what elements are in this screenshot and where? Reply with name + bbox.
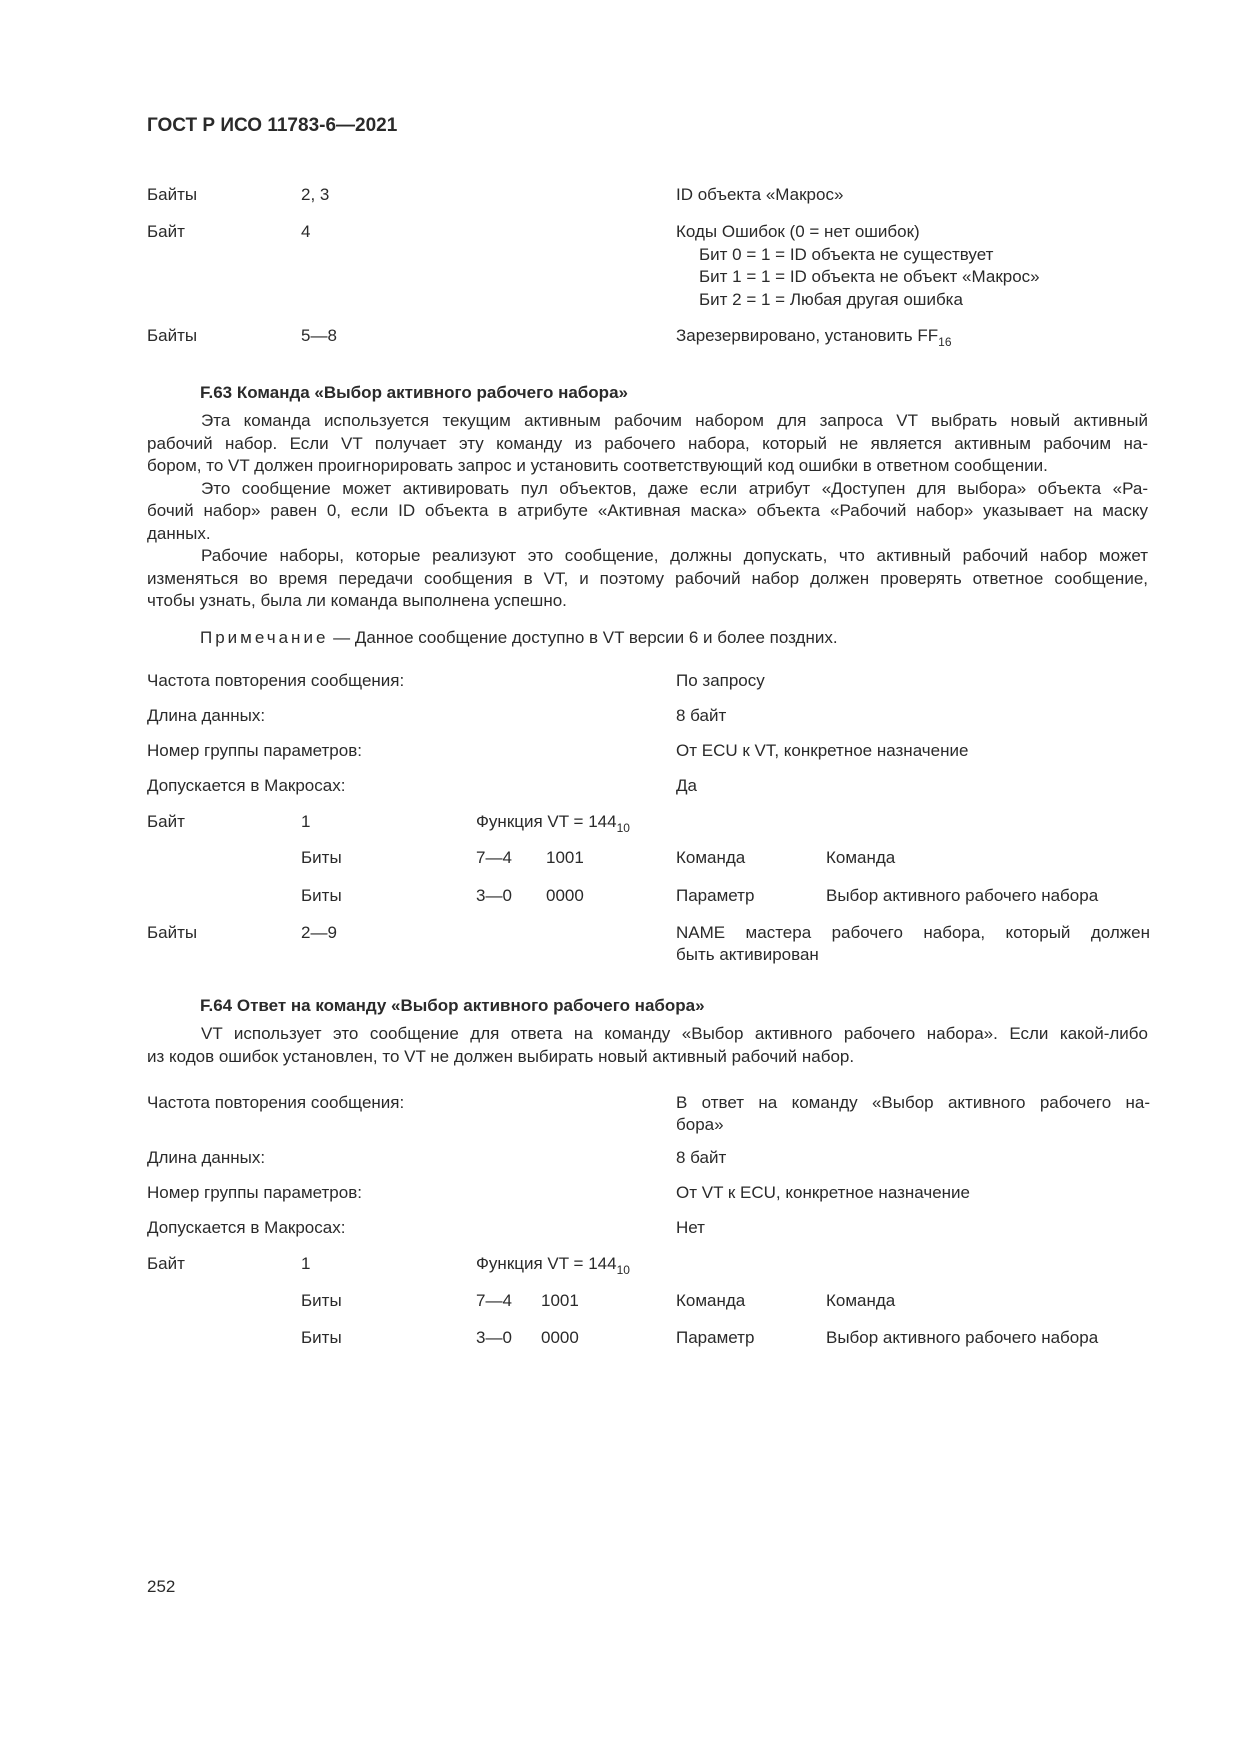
row-label: Байт (147, 222, 185, 241)
desc-line: NAME мастера рабочего набора, который должен (676, 923, 1150, 942)
value-line: В ответ на команду «Выбор активного рабочего на- (676, 1093, 1150, 1112)
page-number: 252 (147, 1577, 176, 1596)
note-label: Примечание (200, 628, 329, 647)
bit-line: Бит 1 = 1 = ID объекта не объект «Макрос» (699, 267, 1040, 286)
para-line: Рабочие наборы, которые реализуют это сообщение, должны допускать, что активный рабочий набор может (201, 546, 1148, 565)
bits-binary: 1001 (541, 1291, 579, 1310)
bits-label: Биты (301, 886, 342, 905)
para-line: данных. (147, 523, 211, 543)
para-line: VT использует это сообщение для ответа на команду «Выбор активного рабочего набора». Если какой-либо (201, 1024, 1148, 1043)
value-line: бора» (676, 1115, 724, 1134)
bits-label: Биты (301, 1291, 342, 1310)
bits-desc: Выбор активного рабочего набора (826, 1328, 1099, 1347)
paragraph (147, 1023, 1148, 1068)
prop-label: Длина данных: (147, 1148, 266, 1167)
row-value: 2, 3 (301, 185, 330, 204)
bits-binary: 0000 (546, 886, 584, 905)
prop-value: 8 байт (676, 1148, 727, 1167)
prop-label: Номер группы параметров: (147, 741, 362, 760)
prop-label: Допускается в Макросах: (147, 776, 346, 795)
bits-desc: Выбор активного рабочего набора (826, 886, 1099, 905)
bits-label: Биты (301, 848, 342, 867)
prop-value: Да (676, 776, 697, 795)
bits-range: 7—4 (476, 848, 512, 867)
row-desc: Зарезервировано, установить $FF_{16}$ (676, 326, 952, 349)
byte-func: Функция VT = $144_{10}$ (476, 812, 630, 835)
byte-label: Байт (147, 1254, 185, 1273)
para-line: рабочий набор. Если VT получает эту команду из рабочего набора, который не является активным рабочим на- (147, 433, 1148, 453)
paragraph (147, 410, 1148, 613)
prop-label: Частота повторения сообщения: (147, 671, 405, 690)
prop-value: От ECU к VT, конкретное назначение (676, 741, 969, 760)
bits-binary: 0000 (541, 1328, 579, 1347)
bits-binary: 1001 (546, 848, 584, 867)
bytes-range: 2—9 (301, 923, 337, 942)
bits-name: Параметр (676, 1328, 755, 1347)
bits-name: Команда (676, 848, 746, 867)
prop-value (676, 1092, 1150, 1136)
prop-label: Длина данных: (147, 706, 266, 725)
row-label: Байты (147, 326, 198, 345)
para-line: из кодов ошибок установлен, то VT не должен выбирать новый активный рабочий набор. (147, 1046, 855, 1066)
row-value: 5—8 (301, 326, 337, 345)
bytes-label: Байты (147, 923, 198, 942)
byte-num: 1 (301, 812, 311, 831)
bits-desc: Команда (826, 848, 896, 867)
para-line: Это сообщение может активировать пул объектов, даже если атрибут «Доступен для выбора» объекта «Ра- (201, 478, 1148, 498)
bits-name: Параметр (676, 886, 755, 905)
note-text: — Данное сообщение доступно в VT версии 6 и более поздних. (333, 628, 838, 647)
byte-func: Функция VT = $144_{10}$ (476, 1254, 630, 1277)
row-value: 4 (301, 222, 311, 241)
section-title: F.64 Ответ на команду «Выбор активного рабочего набора» (200, 996, 705, 1015)
prop-label: Допускается в Макросах: (147, 1218, 346, 1237)
prop-label: Номер группы параметров: (147, 1183, 362, 1202)
row-desc: Коды Ошибок (0 = нет ошибок) (676, 222, 920, 241)
bit-line: Бит 2 = 1 = Любая другая ошибка (699, 290, 963, 309)
bytes-desc (676, 922, 1150, 966)
para-line: чтобы узнать, была ли команда выполнена успешно. (147, 591, 567, 610)
row-desc: ID объекта «Макрос» (676, 185, 844, 204)
bits-desc: Команда (826, 1291, 896, 1310)
para-line: бочий набор» равен 0, если ID объекта в атрибуте «Активная маска» объекта «Рабочий набор» указывает на маску (147, 501, 1148, 520)
prop-value: 8 байт (676, 706, 727, 725)
para-line: бором, то VT должен проигнорировать запрос и установить соответствующий код ошибки в ответном сообщении. (147, 456, 1048, 475)
row-label: Байты (147, 185, 198, 204)
desc-line: быть активирован (676, 945, 819, 964)
bit-line: Бит 0 = 1 = ID объекта не существует (699, 245, 994, 264)
para-line: Эта команда используется текущим активным рабочим набором для запроса VT выбрать новый активный (201, 411, 1148, 430)
bits-range: 3—0 (476, 886, 512, 905)
note (200, 627, 838, 649)
section-title: F.63 Команда «Выбор активного рабочего набора» (200, 383, 628, 402)
byte-label: Байт (147, 812, 185, 831)
prop-value: Нет (676, 1218, 705, 1237)
bits-range: 7—4 (476, 1291, 512, 1310)
prop-value: От VT к ECU, конкретное назначение (676, 1183, 970, 1202)
byte-num: 1 (301, 1254, 311, 1273)
para-line: изменяться во время передачи сообщения в VT, и поэтому рабочий набор должен проверять ответное сообщение, (147, 568, 1148, 588)
bits-label: Биты (301, 1328, 342, 1347)
bits-name: Команда (676, 1291, 746, 1310)
page-title: ГОСТ Р ИСО 11783-6—2021 (147, 115, 398, 136)
prop-value: По запросу (676, 671, 765, 690)
prop-label: Частота повторения сообщения: (147, 1093, 405, 1112)
bits-range: 3—0 (476, 1328, 512, 1347)
